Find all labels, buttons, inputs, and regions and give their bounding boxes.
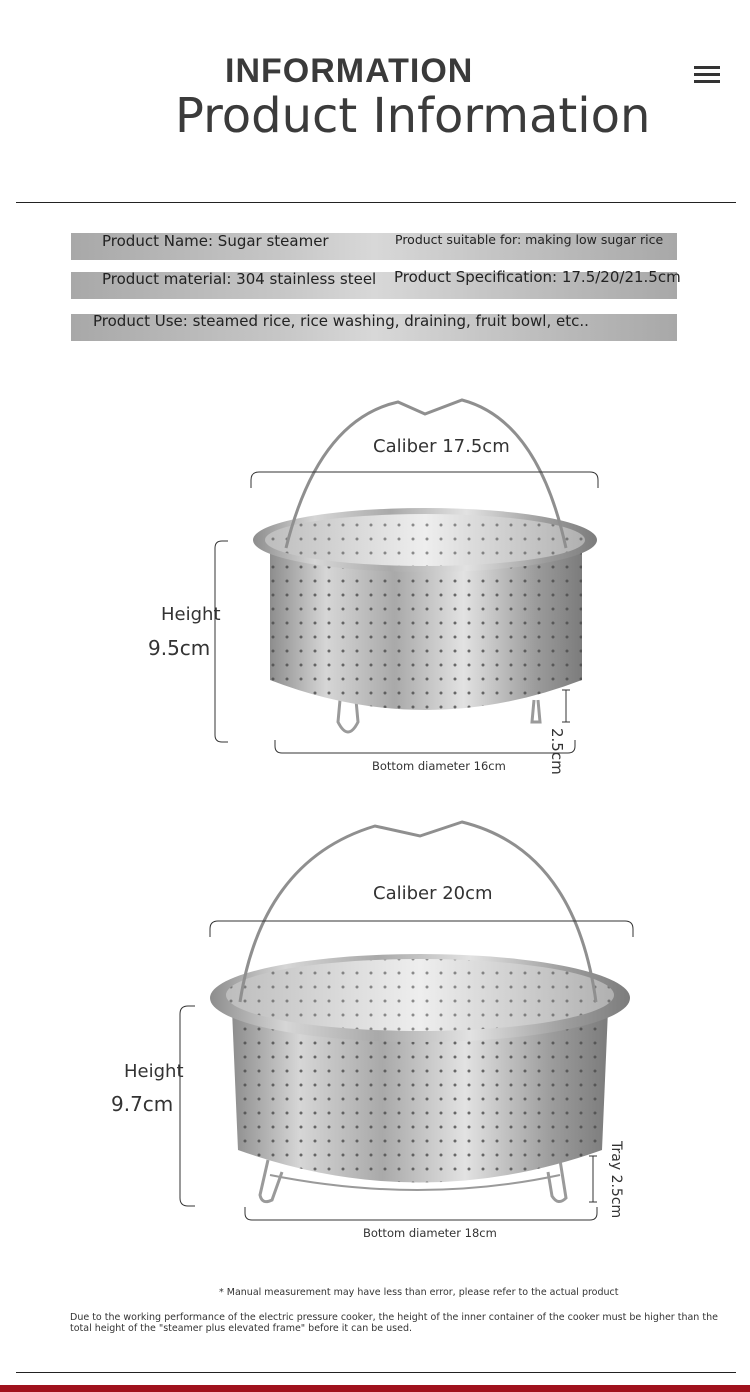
- spec-suitable-for: Product suitable for: making low sugar rice: [395, 232, 664, 247]
- height-value-1: 9.5cm: [148, 636, 211, 660]
- measurement-note: * Manual measurement may have less than error, please refer to the actual product: [219, 1287, 619, 1298]
- spec-material: Product material: 304 stainless steel: [102, 270, 377, 288]
- page-title: Product Information: [175, 88, 651, 144]
- height-value-2: 9.7cm: [111, 1092, 174, 1116]
- tray-label-1: 2.5cm: [548, 728, 566, 775]
- height-label-2: Height: [124, 1061, 184, 1082]
- caliber-label-1: Caliber 17.5cm: [373, 436, 510, 457]
- bottom-diameter-label-2: Bottom diameter 18cm: [363, 1226, 497, 1240]
- caliber-bracket-2: [210, 921, 633, 937]
- bottom-bracket-1: [275, 740, 575, 753]
- spec-use: Product Use: steamed rice, rice washing, draining, fruit bowl, etc..: [93, 312, 589, 330]
- height-bracket-2: [180, 1006, 195, 1206]
- spec-specification: Product Specification: 17.5/20/21.5cm: [394, 268, 681, 286]
- bottom-bracket-2: [245, 1207, 597, 1220]
- bottom-accent-bar: [0, 1385, 750, 1392]
- tray-bracket-1: [562, 690, 570, 722]
- steamer-image-2: [210, 822, 630, 1202]
- tray-label-2: Tray 2.5cm: [608, 1141, 624, 1219]
- height-bracket-1: [215, 541, 228, 742]
- pressure-cooker-note: Due to the working performance of the electric pressure cooker, the height of the inner container of the cooker must be higher than the total height of the "steamer plus elevated frame" before it can be used.: [70, 1312, 718, 1334]
- caliber-label-2: Caliber 20cm: [373, 883, 493, 904]
- tray-bracket-2: [589, 1156, 597, 1202]
- height-label-1: Height: [161, 604, 221, 625]
- heading-english-text: INFORMATION: [225, 52, 474, 90]
- bottom-divider: [16, 1372, 736, 1373]
- spec-product-name: Product Name: Sugar steamer: [102, 232, 329, 250]
- bottom-diameter-label-1: Bottom diameter 16cm: [372, 759, 506, 773]
